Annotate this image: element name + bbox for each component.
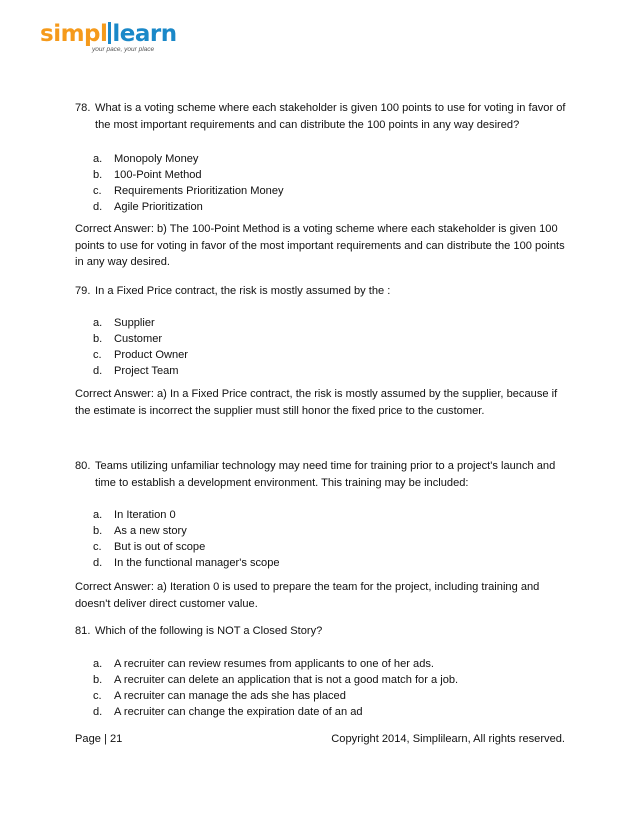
option-text: A recruiter can delete an application that is not a good match for a job. [114,674,459,686]
question-text: In a Fixed Price contract, the risk is mostly assumed by the : [95,285,391,297]
option-78-d [93,199,203,216]
option-letter: c. [93,185,102,197]
question-number: 78. [75,102,91,114]
question-text: Which of the following is NOT a Closed Story? [95,625,323,637]
option-letter: a. [93,317,103,329]
option-letter: b. [93,333,103,345]
option-81-d [93,704,363,721]
question-number: 80. [75,460,91,472]
simplilearn-logo [40,21,177,53]
option-letter: b. [93,525,103,537]
answer-78: Correct Answer: b) The 100-Point Method is a voting scheme where each stakeholder is given 100 points to use for voting in favor of the most important requirements and can distribute the 100 points in any way desired. [75,223,565,269]
option-text: Requirements Prioritization Money [114,185,284,197]
option-text: A recruiter can manage the ads she has placed [114,690,346,702]
option-text: Product Owner [114,349,188,361]
option-80-a [93,507,176,524]
option-text: But is out of scope [114,541,206,553]
question-text: Teams utilizing unfamiliar technology may need time for training prior to a project's launch and time to establish a development environment. This training may be included: [95,460,556,489]
option-letter: c. [93,349,102,361]
option-letter: a. [93,153,103,165]
option-text: In Iteration 0 [114,509,176,521]
option-78-c [93,183,284,200]
option-text: Agile Prioritization [114,201,203,213]
option-letter: a. [93,509,103,521]
answer-79: Correct Answer: a) In a Fixed Price contract, the risk is mostly assumed by the supplier, because if the estimate is incorrect the supplier must still honor the fixed price to the customer. [75,388,558,417]
option-80-b [93,523,187,540]
question-text: What is a voting scheme where each stakeholder is given 100 points to use for voting in favor of the most important requirements and can distribute the 100 points in any way desired? [95,102,566,131]
logo-brand-right: learn [112,21,177,47]
logo-tagline: your pace, your place [92,46,155,53]
question-79 [75,283,570,300]
option-letter: b. [93,169,103,181]
option-text: Project Team [114,365,179,377]
option-text: In the functional manager's scope [114,557,280,569]
copyright-notice: Copyright 2014, Simplilearn, All rights reserved. [331,733,565,745]
option-79-d [93,363,179,380]
option-79-a [93,315,155,332]
option-text: A recruiter can review resumes from applicants to one of her ads. [114,658,435,670]
option-letter: d. [93,557,103,569]
option-letter: b. [93,674,103,686]
option-text: Customer [114,333,163,345]
option-81-a [93,656,434,673]
option-78-a [93,151,198,168]
option-letter: c. [93,690,102,702]
option-text: Monopoly Money [114,153,199,165]
option-79-b [93,331,162,348]
page-number: Page | 21 [75,733,123,745]
option-80-c [93,539,205,556]
option-letter: c. [93,541,102,553]
option-text: Supplier [114,317,155,329]
option-letter: d. [93,706,103,718]
option-text: A recruiter can change the expiration date of an ad [114,706,363,718]
option-78-b [93,167,202,184]
logo-bar-mark [108,22,111,44]
option-letter: d. [93,365,103,377]
option-81-c [93,688,346,705]
option-letter: d. [93,201,103,213]
question-80 [75,458,570,491]
question-number: 81. [75,625,91,637]
question-78 [75,100,570,133]
option-81-b [93,672,458,689]
option-80-d [93,555,280,572]
logo-brand-left: simpl [40,21,108,47]
question-number: 79. [75,285,91,297]
option-letter: a. [93,658,103,670]
logo-wordmark [40,22,177,46]
question-81 [75,623,570,640]
answer-80: Correct Answer: a) Iteration 0 is used to prepare the team for the project, including training and doesn't deliver direct customer value. [75,581,540,610]
option-79-c [93,347,188,364]
option-text: As a new story [114,525,187,537]
page-footer [75,731,565,747]
option-text: 100-Point Method [114,169,202,181]
